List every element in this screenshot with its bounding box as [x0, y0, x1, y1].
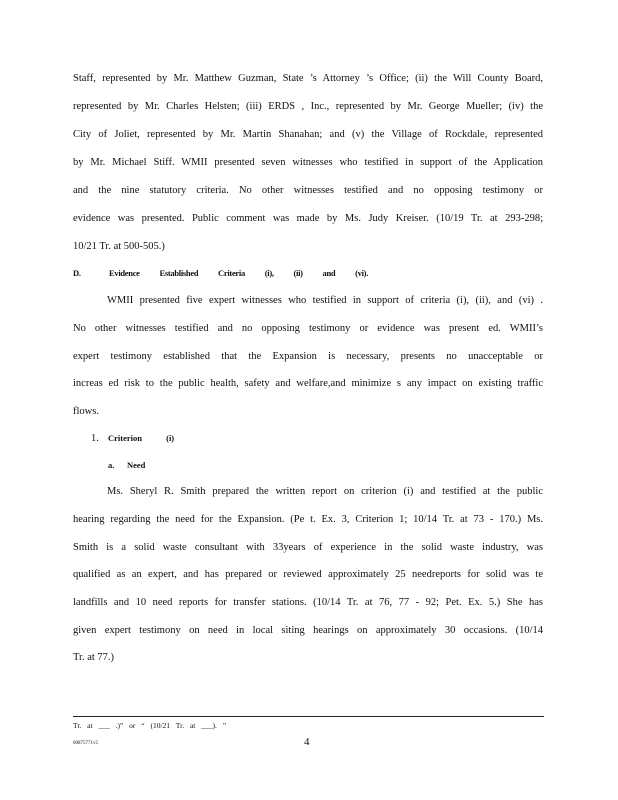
section-heading-d — [73, 268, 368, 278]
text-line: and the nine statutory criteria. No other witnesses testified and no opposing testimony or — [73, 185, 543, 196]
text-line: landfills and 10 need reports for transfer stations. (10/14 Tr. at 76, 77 - 92; Pet. Ex. 5.) She has — [73, 597, 543, 608]
subsection-number: 1. — [91, 433, 99, 444]
document-id: 00875771v5 — [73, 741, 98, 746]
subsection-heading-criterion — [91, 433, 174, 444]
text-line: WMII presented five expert witnesses who testified in support of criteria (i), (ii), and (vi) . — [107, 295, 543, 306]
section-title: Evidence Established Criteria (i), (ii) and (vi). — [109, 268, 369, 278]
text-line: given expert testimony on need in local siting hearings on approximately 30 occasions. (10/14 — [73, 625, 543, 636]
footnote-text: Tr. at ___ .)” or “ (10/21 Tr. at ___). ” — [73, 721, 227, 730]
text-line: 10/21 Tr. at 500-505.) — [73, 241, 165, 252]
subsubsection-title: Need — [127, 460, 146, 470]
subsubsection-letter: a. — [108, 460, 115, 470]
text-line: qualified as an expert, and has prepared or reviewed approximately 25 needreports for solid was te — [73, 569, 543, 580]
text-line: Staff, represented by Mr. Matthew Guzman, State ’s Attorney ’s Office; (ii) the Will County Board, — [73, 73, 543, 84]
text-line: flows. — [73, 406, 99, 417]
text-line: No other witnesses testified and no opposing testimony or evidence was present ed. WMII’s — [73, 323, 543, 334]
text-line: expert testimony established that the Expansion is necessary, presents no unacceptable or — [73, 351, 543, 362]
text-line: Smith is a solid waste consultant with 33years of experience in the solid waste industry, was — [73, 542, 543, 553]
text-line: Tr. at 77.) — [73, 652, 115, 663]
text-line: hearing regarding the need for the Expansion. (Pe t. Ex. 3, Criterion 1; 10/14 Tr. at 73 - 170.) Ms. — [73, 514, 543, 525]
subsection-title: Criterion (i) — [108, 433, 175, 443]
text-line: Ms. Sheryl R. Smith prepared the written report on criterion (i) and testified at the public — [107, 486, 543, 497]
text-line: increas ed risk to the public health, safety and welfare,and minimize s any impact on existing traffic — [73, 378, 543, 389]
page-number: 4 — [304, 736, 310, 748]
text-line: by Mr. Michael Stiff. WMII presented seven witnesses who testified in support of the Application — [73, 157, 543, 168]
subsubsection-heading-need — [108, 460, 145, 470]
text-line: evidence was presented. Public comment was made by Ms. Judy Kreiser. (10/19 Tr. at 293-298; — [73, 213, 543, 224]
section-label: D. — [73, 268, 81, 278]
text-line: represented by Mr. Charles Helsten; (iii) ERDS , Inc., represented by Mr. George Mueller; (iv) the — [73, 101, 543, 112]
footnote-divider — [73, 716, 544, 717]
text-line: City of Joliet, represented by Mr. Martin Shanahan; and (v) the Village of Rockdale, represented — [73, 129, 543, 140]
